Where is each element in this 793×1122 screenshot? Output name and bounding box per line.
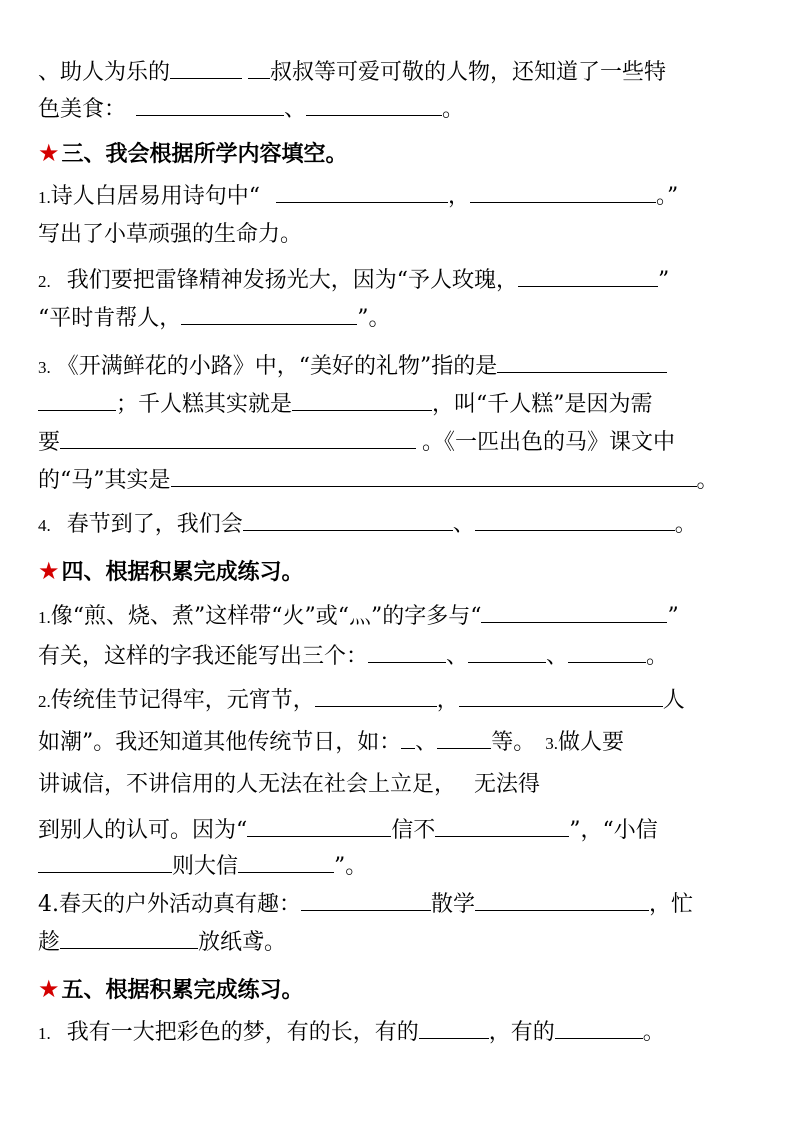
blank-input[interactable] [171, 466, 697, 487]
question-text: 像“煎、烧、煮”这样带“火”或“灬”的字多与“ [50, 604, 482, 629]
intro-text-b: 叔叔等可爱可敬的人物，还知道了一些特 [270, 60, 667, 85]
section-3-heading [38, 138, 348, 170]
s3-q3-line-1 [38, 352, 667, 383]
section-5-title: 五、根据积累完成练习。 [61, 978, 304, 1003]
question-number: 4. [38, 516, 51, 535]
section-5-heading [38, 974, 304, 1006]
question-text: ，有的 [488, 1020, 555, 1045]
s4-q2-line-1 [38, 686, 685, 717]
blank-input[interactable] [292, 390, 432, 411]
separator: 、 [546, 644, 569, 669]
s4-q4-line-2 [38, 928, 286, 958]
blank-input[interactable] [368, 642, 446, 663]
blank-input[interactable] [481, 602, 667, 623]
question-text: 的“马”其实是 [38, 468, 171, 493]
question-text: 有关，这样的字我还能写出三个： [38, 644, 369, 669]
question-number: 3. [38, 358, 51, 377]
question-number: 2. [38, 272, 51, 291]
blank-input[interactable] [459, 686, 663, 707]
close-quote: 。” [656, 184, 679, 209]
blank-input[interactable] [568, 642, 646, 663]
question-text: 等。 [491, 730, 536, 755]
blank-input[interactable] [276, 182, 448, 203]
blank-input[interactable] [518, 266, 658, 287]
comma: ， [436, 688, 459, 713]
question-text: 则大信 [172, 854, 239, 879]
question-text: 我有一大把彩色的梦，有的长，有的 [66, 1020, 419, 1045]
question-text: 春节到了，我们会 [66, 512, 243, 537]
question-text: 《开满鲜花的小路》中，“美好的礼物”指的是 [56, 354, 498, 379]
separator: 、 [415, 730, 438, 755]
blank-input[interactable] [248, 58, 270, 79]
period: 。 [696, 468, 719, 493]
intro-line-1 [38, 58, 666, 88]
blank-input[interactable] [243, 510, 453, 531]
question-text: 人 [662, 688, 685, 713]
blank-input[interactable] [238, 852, 334, 873]
separator: 、 [284, 97, 307, 122]
blank-input[interactable] [170, 58, 242, 79]
s3-q1-line-1 [38, 182, 678, 213]
blank-input[interactable] [497, 352, 667, 373]
question-text: 放纸鸢。 [198, 930, 287, 955]
star-icon: ★ [38, 557, 60, 585]
blank-input[interactable] [315, 686, 437, 707]
blank-input[interactable] [60, 428, 416, 449]
period: 。 [442, 97, 465, 122]
s4-q3-line-2 [38, 816, 658, 846]
section-3-title: 三、我会根据所学内容填空。 [61, 142, 348, 167]
question-text: “平时肯帮人， [38, 306, 182, 331]
question-number: 1. [38, 188, 51, 207]
blank-input[interactable] [475, 890, 649, 911]
question-text: 我们要把雷锋精神发扬光大，因为“予人玫瑰， [66, 268, 518, 293]
separator: 、 [452, 512, 475, 537]
blank-input[interactable] [247, 816, 391, 837]
blank-input[interactable] [60, 928, 198, 949]
s3-q2-line-2 [38, 304, 391, 334]
blank-input[interactable] [301, 890, 431, 911]
question-text: 诗人白居易用诗句中“ [50, 184, 260, 209]
s4-q1-line-1 [38, 602, 679, 633]
s4-q4-line-1 [38, 890, 693, 920]
question-number: 1. [38, 1024, 51, 1043]
question-text: 信不 [391, 818, 436, 843]
question-text: 要 [38, 430, 61, 455]
blank-input[interactable] [475, 510, 675, 531]
blank-input[interactable] [306, 95, 442, 116]
question-text: 写出了小草顽强的生命力。 [38, 222, 303, 247]
separator: 、 [446, 644, 469, 669]
question-text: ，叫“千人糕”是因为需 [432, 392, 653, 417]
s4-q1-line-2 [38, 642, 668, 672]
question-text: 。《一匹出色的马》课文中 [422, 430, 676, 455]
question-text: 讲诚信，不讲信用的人无法在社会上立足， [38, 772, 457, 797]
blank-input[interactable] [435, 816, 569, 837]
close-quote: ”。 [357, 306, 391, 331]
close-quote: ”。 [334, 854, 368, 879]
s4-q3-line-1 [38, 770, 540, 800]
s3-q3-line-2 [38, 390, 653, 420]
s3-q3-line-4 [38, 466, 719, 496]
question-text: 传统佳节记得牢，元宵节， [50, 688, 315, 713]
blank-input[interactable] [419, 1018, 489, 1039]
blank-input[interactable] [555, 1018, 643, 1039]
s4-q3-line-3 [38, 852, 367, 882]
s3-q2-line-1 [38, 266, 669, 297]
question-text: 趁 [38, 930, 61, 955]
blank-input[interactable] [468, 642, 546, 663]
blank-input[interactable] [38, 852, 172, 873]
intro-text-c: 色美食： [38, 97, 127, 122]
s5-q1-line [38, 1018, 665, 1049]
star-icon: ★ [38, 139, 60, 167]
question-number: 3. [545, 734, 559, 753]
question-text: ，忙 [649, 892, 694, 917]
blank-input[interactable] [38, 390, 116, 411]
comma: ， [448, 184, 471, 209]
question-number: 2. [38, 692, 51, 711]
intro-text-a: 、助人为乐的 [38, 60, 171, 85]
question-text: 如潮”。我还知道其他传统节日，如： [38, 730, 402, 755]
period: 。 [642, 1020, 665, 1045]
question-text: ；千人糕其实就是 [116, 392, 293, 417]
blank-input[interactable] [181, 304, 357, 325]
question-text: 4.春天的户外活动真有趣： [38, 892, 301, 917]
period: 。 [646, 644, 669, 669]
star-icon: ★ [38, 975, 60, 1003]
intro-line-2 [38, 95, 464, 125]
s4-q2-line-2 [38, 728, 624, 759]
s3-q1-line-2 [38, 220, 302, 250]
blank-input[interactable] [136, 95, 284, 116]
question-text: 无法得 [474, 772, 541, 797]
question-text: 到别人的认可。因为“ [38, 818, 248, 843]
question-text: ”，“小信 [569, 818, 658, 843]
period: 。 [674, 512, 697, 537]
close-quote: ” [658, 268, 670, 293]
section-4-title: 四、根据积累完成练习。 [61, 560, 304, 585]
question-text: 做人要 [558, 730, 625, 755]
close-quote: ” [667, 604, 679, 629]
question-text: 散学 [431, 892, 476, 917]
s3-q3-line-3 [38, 428, 675, 458]
blank-input[interactable] [437, 728, 491, 749]
blank-input[interactable] [401, 728, 415, 749]
section-4-heading [38, 556, 304, 588]
question-number: 1. [38, 608, 51, 627]
s3-q4-line [38, 510, 697, 541]
blank-input[interactable] [470, 182, 656, 203]
